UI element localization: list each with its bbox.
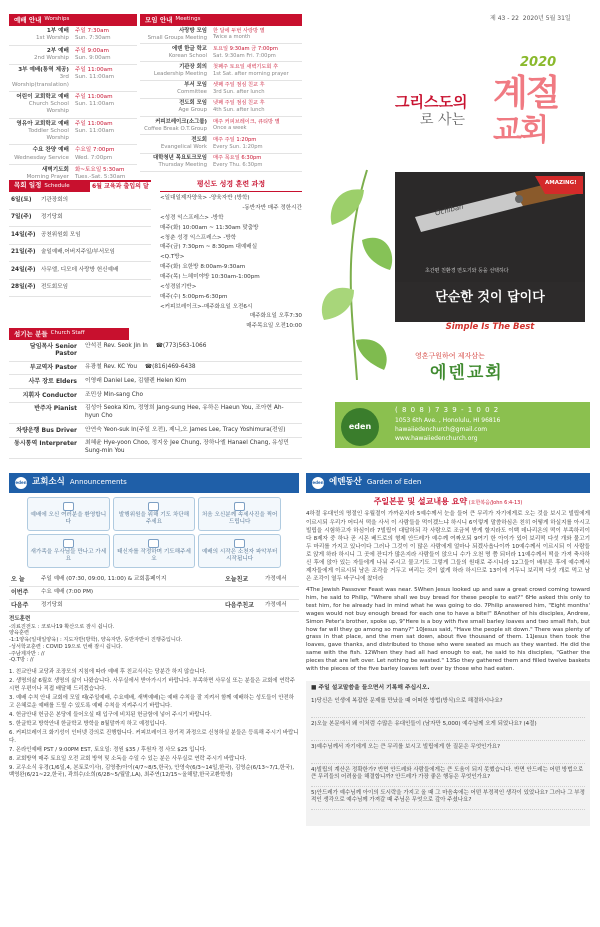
contact-email: hawaiiedenchurch@gmail.com [395,426,488,433]
announcement-rows [9,574,299,612]
meeting-time: 매주 주일 1:20pm [213,136,257,143]
meeting-name: 기관장 회의 [179,64,207,71]
sermon-heading [306,497,590,507]
meeting-row [140,62,302,80]
staff-row [9,375,302,389]
attendance-line: 양육훈련 [9,630,30,637]
worship-time: 수요일 7:00pm [74,147,115,154]
sermon-title: 주일본문 및 설교내용 요약 [373,497,468,506]
announcement-box-text: 새가족을 우사님들 만나고 가세요 [30,548,107,562]
lay-bible-line: 매주목요일 오전10:00 [246,323,302,330]
banner-amazing: AMAZING! [545,180,577,186]
banner-caption: 초간편 친환경 면도기와 등을 선택하다 [425,268,509,274]
staff-name: 조민상 Min-sang Cho [85,391,144,398]
schedule-row [9,227,151,245]
schedule-day: 14일(주) [9,227,39,245]
schedule-row [9,244,151,262]
announcements-section [9,473,299,781]
announcement-box [113,497,196,531]
worship-time-en: Sun. 11:00am [74,127,115,134]
ann-row-text2 [263,586,299,599]
worship-row [9,118,137,145]
ann-row-label2: 다음주친교 [223,599,263,612]
announcement-item: 1. 친교안내 교당과 조장모의 지침에 따라 예배 후 친교식사는 당분간 하지 않습니다. [9,669,207,676]
staff-name: 최혜윤 Hye-yoon Choo, 정지웅 Jee Chung, 장하나엘 Hanael Chang, 유성민 Sung-min You [85,440,289,454]
sermon-ref: (요한복음/John 6:4-13) [468,500,523,506]
schedule-text: 공천위원회 모임 [39,227,151,245]
meeting-time: 매주 목요일 6:30pm [213,155,262,162]
staff-name: 이영래 Daniel Lee, 김헬렌 Helen Kim [85,377,187,384]
announcement-item: 8. 교회방역 매주 토요일 오전 교회 방역 및 소독을 수일 수 있는 분은 사무실로 연락 주시기 바랍니다. [9,755,247,762]
meeting-row [140,26,302,44]
meeting-name: 전도회 모임 [179,100,207,107]
question-item: 4)빌립의 계산은 정확한가? 반면 안드레와 사람들에게는 큰 도움이 되지 못했습니다. 반면 안드레는 어떤 방법으로 큰 무리들의 어려움을 해결합니까? 안드레가 가장 좋은 행동은 무엇인가요? [311,767,585,787]
worship-name: 수요 찬양 예배 [32,147,69,154]
meeting-name: 사랑방 모임 [179,27,207,34]
ann-row-text: 주일 예배 (07:30, 09:00, 11:00) & 교회홈페이지 [39,574,223,586]
lay-bible-line: 매주(수) 5:00pm-6:30pm [160,293,228,300]
worship-name-en: 3rd Worship(translation) [12,74,69,88]
worship-time: 주일 11:00am [74,93,113,100]
worship-row [9,26,137,45]
attendance-line: -성서학교훈련 : COVID 19으로 인해 잠시 쉽니다. [9,643,123,650]
announcements-header: eden 교회소식 Announcements [9,473,299,493]
lay-bible-line: 매주(금) 7:30pm ~ 8:30pm 대예배실 [160,244,258,251]
announcement-box-text: 발행위원을 위해 기도 차단해 주세요 [118,511,190,525]
church-tagline: 영혼구원하여 제자삼는 [415,352,485,360]
meeting-name: 커피브레이크(소그룹) [155,118,207,125]
contact-phone: ( 8 0 8 ) 7 3 9 - 1 0 0 2 [395,406,500,414]
staff-name: 유광철 Rev. KC You [85,364,138,371]
worship-time-en: Sun. 11:00am [74,101,115,108]
razor-illustration [395,172,585,282]
announcement-row [9,599,299,612]
announcement-item: 7. 온라인예배 PST / 9:00PM EST, 토요일: 정원 $35 / 후원자 정 사모 $25 입니다. [9,746,207,753]
schedule-row [9,279,151,297]
staff-row [9,389,302,403]
worship-name-en: Toddler School Worship [28,127,69,142]
worship-time: 주일 11:00am [74,120,113,127]
worship-name-en: Church School Worship [28,101,69,115]
announcement-icon [148,502,159,511]
worship-name: 1부 예배 [46,28,69,34]
schedule-header: 목회 일정 Schedule [9,180,151,192]
lay-bible-section [160,180,302,333]
staff-role: 반주자 Pianist [9,402,81,423]
ann-row-label2 [223,586,263,599]
announcement-box-text: 처음 오신분께 속세사진을 찍어 드립니다 [201,511,278,525]
question-item: 2)오늘 본문에서 왜 이처럼 수많은 유대인들이 (남자만 5,000) 예수님께 오게 되었나요? (4절) [311,721,585,741]
staff-name: 안연숙 Yeon-suk In(주일 오전), 제니,오 James Lee, Tracy Yoshimura(전임) [85,426,286,433]
lay-bible-line: <커피브레이크>-매주화요일 오전6시 [160,303,253,310]
staff-section [9,328,302,459]
lay-bible-title: 평신도 성경 훈련 과정 [160,180,302,192]
announcement-item: 5. 한글학교 방학안내 한글학교 방학을 8월말까지 하고 예정입니다. [9,720,167,727]
english-summary: 4The Jewish Passover Feast was near. 5When Jesus looked up and saw a great crowd coming toward him, he said to Philip, "Where shall we buy bread for these people to eat?" 6He asked this only to test him, for he already had in mind what he was going to do. 7Philip answered him, "Eight months' wages would not buy enough bread for each one to have a bite!" 8Another of his disciples, Andrew, Simon Peter's brother, spoke up, 9"Here is a boy with five small barley loaves and two small fish, but how far will they go among so many?" 10Jesus said, "Have the people sit down." There was plenty of grass in that place, and the men sat down, about five thousand of them. 11Jesus then took the loaves, gave thanks, and distributed to those who were seated as much as they wanted. He did the same with the fish. 12When they had all had enough to eat, he said to his disciples, "Gather the pieces that are left over. Let nothing be wasted." 13So they gathered them and filled twelve baskets with the pieces of the five barley loaves left over by those who had eaten. [306,587,590,672]
lay-bible-line: <성경읽기반> [160,283,197,290]
announcement-boxes [9,493,299,572]
slogan-bar [395,282,585,322]
worship-time: 주일 7:30am [74,28,109,34]
ann-row-text: 수요 예배 (7:00 PM) [39,586,223,599]
meeting-name-en: Committee [177,89,207,96]
meeting-name: 전도회 [191,136,207,143]
lay-bible-line: <Q.T방> [160,254,185,261]
eden-logo: eden [341,408,379,446]
brand-line2: 로 사는 [420,112,466,128]
lay-bible-line: 매주(목) 느헤미야방 10:30am-1:00pm [160,273,260,280]
announcement-box-text: 태신자를 작정하며 기도해주세요 [117,548,191,562]
announcement-numbered [9,669,299,780]
schedule-row [9,209,151,227]
attendance-line: -1:1양육(일대일양육) : 지도자반(방학), 양육자반, 동반자반이 진행중입니다. [9,637,183,644]
schedule-subtitle: 6월 교육과 출입의 달 [90,182,160,192]
meeting-row [140,44,302,62]
announcement-box [198,497,281,531]
contact-address: 1053 6th Ave. , Honolulu, HI 96816 [395,417,501,424]
announcement-box-text: 예배의 시작은 소천자 파악부터 시작됩니다 [201,548,278,562]
contact-bar [335,402,590,448]
announcement-box [198,534,281,568]
staff-role: 동시통역 Interpreter [9,437,81,458]
ann-row-label: 오 늘 [9,574,39,586]
schedule-table [9,192,151,297]
brand-line1: 그리스도의 [395,93,468,111]
worship-time: 주일 9:00am [74,47,109,54]
announcement-icon [148,539,159,548]
worship-name: 3부 예배(통역 제공) [18,67,69,74]
schedule-row [9,192,151,209]
lay-bible-line: <일대일제자양육> -양육자반 (방학) [160,195,250,202]
slogan-ko: 단순한 것이 답이다 [435,290,545,305]
announcement-item: 9. 교우소식 유경(1/6일,4, 본토로이사), 김영충/아이(4/7~8/5,한국), 안영숙(6/3~14일,한국), 김영순(6/13~7/1,한국), 백영완(6/21~22,한국), 곽희수/소희(6/28~5/월말,LA), 최주연(12/15~올해말,한국교환학생) [9,764,295,779]
ann-row-label2: 오늘친교 [223,574,263,586]
lay-bible-lines [160,195,302,330]
announcement-icon [234,539,245,548]
church-name: 에덴교회 [430,363,504,383]
meeting-row [140,80,302,98]
issue-date: 2020년 5월 31일 [522,15,571,22]
worship-name: 새벽기도회 [41,166,69,173]
issue-line [490,15,571,23]
garden-header: eden 에덴동산 Garden of Eden [306,473,590,493]
meeting-time-en: Every Thu. 6:30pm [213,161,263,168]
lay-bible-line: 매주(화) 요한방 8:00am-9:30am [160,264,246,271]
worship-time-en: Sun. 11:00am [74,74,115,81]
meeting-time-en: 3rd Sun. after lunch [213,89,265,95]
staff-extra: ☎(773)563-1066 [155,342,207,349]
staff-row [9,402,302,423]
questions-title: ■ 주일 설교말씀을 들으면서 기록해 주십시오. [311,685,430,692]
staff-name: 안석진 Rev. Seok Jin In [85,342,148,349]
eden-mini-logo: eden [15,477,27,489]
schedule-text: 정기당회 [39,209,151,227]
banner-sign: Ochiban [434,202,465,218]
worship-name-en: 1st Worship [36,35,69,42]
staff-row [9,361,302,375]
meeting-time-en: Sat. 9:30am Fri. 7:00pm [213,52,276,59]
worship-table [9,26,137,185]
question-item: 3)예수님께서 자기에게 오는 큰 무리를 보시고 빌립에게 한 질문은 무엇인가요? [311,744,585,764]
lay-bible-line: 매주(화) 10:00am ~ 11:30am 맞춤방 [160,224,259,231]
announcement-box [113,534,196,568]
worship-name: 어린이 교회학교 예배 [16,93,69,100]
lay-bible-line: 매주화요일 오후7:30 [249,313,302,320]
staff-table [9,340,302,459]
meeting-row [140,153,302,171]
staff-role: 부교역자 Pastor [9,361,81,375]
announcement-box [27,534,110,568]
schedule-section [9,180,151,297]
meeting-time-en: 1st Sat. after morning prayer [213,70,289,77]
worship-time-en: Wed. 7:00pm [74,154,113,161]
meeting-time: 넷째 주일 점심 친교 후 [213,100,265,107]
worship-name: 2부 예배 [46,47,69,54]
worship-name-en: Morning Prayer [26,174,69,181]
meeting-time: 한 달에 두번 사랑방 별 [213,27,265,34]
brand-year: 2020 [520,55,557,70]
meeting-time: 셋째 주일 점심 친교 후 [213,82,265,89]
schedule-day: 24일(주) [9,262,39,280]
lay-bible-line: <성경 익스프레스> -방학 [160,214,224,221]
ann-row-label: 다음주 [9,599,39,612]
worship-name: 영유아 교회학교 예배 [16,120,69,127]
worship-time-en: Sun. 7:30am [74,35,111,42]
announcement-item: 3. 예배 수칙 안내 교회에 모일 때(주일예배, 수요예배, 새벽예배)는 예배 수칙을 잘 지켜서 함께 예배하는 성도들이 안전하고 은혜로운 예배를 드릴 수 있도록 예배 수칙을 지켜주시기 바랍니다. [9,694,294,709]
announcement-icon [63,539,74,548]
meeting-name: 에덴 한글 학교 [172,45,207,52]
worship-name-en: 2nd Worship [34,54,69,61]
meetings-table [140,26,302,172]
question-item: 1)당신은 인생에 복잡한 문제를 만났을 때 어떠한 방법(방식)으로 해결하시나요? [311,698,585,718]
meeting-name: 부서 모임 [184,82,207,89]
schedule-text: 사무엘, 디모데 사랑방 헌신예배 [39,262,151,280]
worship-time: 화~토요일 5:30am [74,166,125,173]
staff-role: 차량운행 Bus Driver [9,424,81,438]
schedule-day: 21일(주) [9,244,39,262]
worship-row [9,145,137,165]
announcement-box [27,497,110,531]
meetings-section [140,14,302,172]
schedule-text: 기관장회의 [39,192,151,209]
schedule-day: 6일(토) [9,192,39,209]
attendance-lines [9,624,299,665]
brand-big2: 교회 [493,113,547,148]
razor-banner [395,172,585,282]
meeting-time: 토요일 9:30am 금 7:00pm [213,45,278,52]
meeting-time-en: 4th Sun. after lunch [213,107,265,114]
meeting-name-en: Evangelical Work [160,143,207,150]
korean-summary: 4하절 유대인의 명절인 유월절이 가까운지라 5예수께서 눈을 들어 큰 무리가 자기에게로 오는 것을 보시고 빌립에게 이르시되 우리가 어디서 떡을 사서 이 사람들을 먹이겠느냐 하시니 6이렇게 말씀하심은 친히 어떻게 하실지를 아시고 빌립을 시험하고자 하심이라 7빌립이 대답하되 각 사람으로 조금씩 받게 할지라도 이백 데나리온의 떡이 부족하리이다 8제자 중 하나 곧 시몬 베드로의 형제 안드레가 예수께 여짜오되 9여기 한 아이가 있어 보리떡 다섯 개와 물고기 두 마리를 가지고 있나이다 그러나 그것이 이 많은 사람에게 얼마나 되겠사옵나이까 10예수께서 이르시되 이 사람들로 앉게 하라 하시니 그 곳에 잔디가 많은지라 사람들이 앉으니 수가 오천 명 쯤 되더라 11예수께서 떡을 가져 축사하신 후에 앉아 있는 자들에게 나눠 주시고 물고기도 그렇게 그들의 원대로 주시니라 12그들이 배부른 후에 예수께서 제자들에게 이르시되 남은 조각을 거두고 버리는 것이 없게 하라 하시므로 13이에 거두니 보리떡 다섯 개로 먹고 남은 조각이 열두 바구니에 찼더라 [306,511,590,583]
announcement-item: 6. 커피브레이크 화기성이 인터넷 강의로 진행합니다. 커피브레이크 장기적 과정으로 신청하실 분들은 등록해 주시기 바랍니다. [9,729,299,744]
meeting-name-en: Age Group [178,107,207,114]
staff-role: 사무 장로 Elders [9,375,81,389]
worship-section [9,14,137,185]
meeting-time-en: Twice a month [213,34,251,41]
announcement-row [9,574,299,586]
staff-name: 김성아 Seoka Kim, 정영희 Jang-sung Hee, 유하은 Haeun You, 조아현 Ah-hyun Cho [85,405,284,420]
meeting-name-en: Coffee Break O.T.Group [144,125,207,132]
announcement-row [9,586,299,599]
announcement-icon [234,502,245,511]
questions-box [306,681,590,826]
staff-extra: ☎(816)469-6438 [144,364,196,371]
leaves-illustration [312,150,402,380]
meeting-name-en: Leadership Meeting [153,71,207,78]
schedule-text: 술일예배,어버지주일/부서모임 [39,244,151,262]
worship-row [9,45,137,65]
attendance-line: -의료진전도 : 코로나19 확산으로 잠시 쉽니다. [9,623,115,630]
meeting-name-en: Small Groups Meeting [147,34,207,41]
meetings-header: 모임 안내 Meetings [140,14,302,26]
staff-row [9,437,302,458]
announcement-item: 2. 생명의삶 6월호 생명의 삶이 나왔습니다. 사무실에서 받아가시기 바랍니다. 부족하면 사무실 또는 분들은 교회에 연락주시면 우편이나 직접 배달해 드리겠습니다. [9,678,295,692]
staff-row [9,424,302,438]
staff-header: 섬기는 분들 Church Staff [9,328,129,340]
questions-list [311,698,585,810]
eden-mini-logo-2: eden [312,477,324,489]
brand-title-block [385,55,585,160]
announcement-icon [63,502,74,511]
lay-bible-line: <청춘 성경 익스프레스> -방학 [160,234,237,241]
contact-web: www.hawaiiedenchurch.org [395,435,478,442]
meeting-name-en: Korean School [168,52,207,59]
meeting-row [140,117,302,135]
issue-volume: 제 43 - 22 [490,15,519,22]
attendance-line: -주남제자반 : // [9,650,45,657]
attendance-line: -Q.T방 : // [9,657,34,664]
worship-row [9,91,137,118]
schedule-day: 28일(주) [9,279,39,297]
ann-row-text: 정기당회 [39,599,223,612]
meeting-time-en: Once a week [213,125,247,132]
meeting-name-en: Thursday Meeting [158,162,207,169]
ann-row-text2: 가정예서 [263,599,299,612]
worship-time-en: Sun. 9:00am [74,54,111,61]
schedule-text: 전도회모임 [39,279,151,297]
slogan-en: Simple Is The Best [445,322,535,332]
announcement-item: 4. 헌금안내 헌금은 본당에 들어오실 때 입구에 비치된 헌금함에 넣어 주시기 바랍니다. [9,711,212,718]
worship-header: 예배 안내 Worships [9,14,137,26]
announcement-box-text: 예배에 오신 여러분을 환영합니다 [30,511,107,525]
meeting-time: 매주 커피브레이크, 큐티방 별 [213,118,280,125]
meeting-time-en: Every Sun. 1:20pm [213,143,263,150]
staff-role: 담임목사 Senior Pastor [9,340,81,361]
question-item: 5)안드레가 예수님께 아이의 도시락을 가지고 올 때 그 마음속에는 어떤 부정적인 생각이 있었나요? 그러나 그 부정적인 생각으로 예수님께 가져갈 때 주님은 무엇으로 갚아 주셨나요? [311,790,585,810]
worship-time: 주일 11:00am [74,67,113,74]
schedule-day: 7일(주) [9,209,39,227]
ann-row-label: 이번주 [9,586,39,599]
attendance-title: 전도훈련 [9,616,31,623]
staff-role: 지휘자 Conductor [9,389,81,403]
worship-row [9,65,137,92]
meeting-name: 대학청년 목요토크모임 [153,155,207,162]
meeting-row [140,135,302,153]
garden-section [306,473,590,826]
worship-name-en: Wednesday Service [14,154,69,161]
staff-row [9,340,302,361]
schedule-row [9,262,151,280]
ann-row-text2: 가정예서 [263,574,299,586]
lay-bible-line: -동반자반 매주 정한시간 [242,204,302,211]
meeting-row [140,98,302,116]
worship-time-en: Tues.-Sat. 5:30am [74,174,126,181]
brand-big1: 계절 [493,73,559,114]
meeting-time: 첫째주 토요일 새벽기도회 후 [213,64,279,71]
attendance-block [9,616,299,664]
